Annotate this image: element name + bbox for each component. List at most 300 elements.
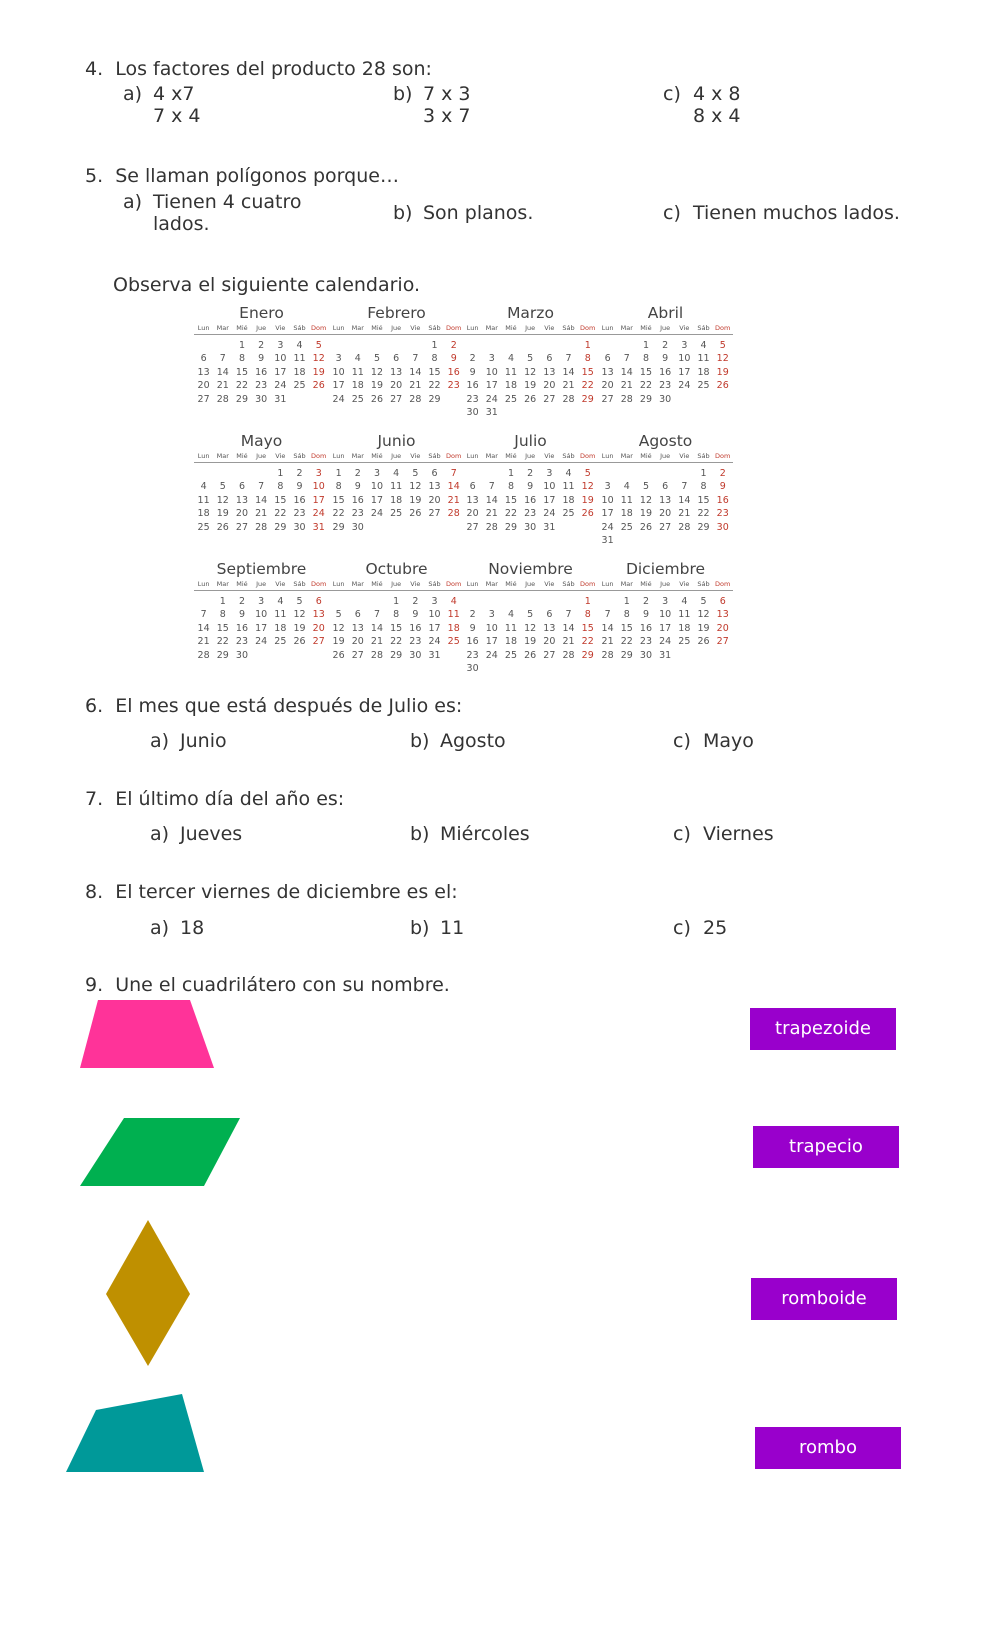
- calendar-day: 14: [447, 481, 460, 493]
- calendar-month: [329, 559, 464, 662]
- calendar-day-headers: [194, 323, 329, 335]
- calendar-empty-cell: [329, 339, 348, 352]
- calendar-month: [463, 431, 598, 534]
- calendar-month: [598, 559, 733, 662]
- calendar-day: 31: [601, 534, 614, 546]
- calendar-day: 4: [354, 353, 361, 365]
- calendar-day: 18: [293, 366, 306, 378]
- calendar-day-header: Sáb: [428, 452, 441, 460]
- calendar-day-header: Lun: [197, 324, 210, 332]
- calendar-day: 12: [332, 622, 345, 634]
- calendar-day: 9: [469, 366, 476, 378]
- calendar-day: 7: [373, 609, 380, 621]
- calendar-day-header: Vie: [679, 580, 690, 588]
- calendar-day: 31: [274, 393, 287, 405]
- calendar-empty-cell: [406, 339, 425, 352]
- calendar-month-name: Abril: [647, 304, 684, 322]
- calendar-day-header: Vie: [275, 324, 286, 332]
- calendar-day: 10: [332, 366, 345, 378]
- calendar-day: 12: [716, 353, 729, 365]
- calendar-day: 15: [620, 622, 633, 634]
- q8-option-a[interactable]: a) 18: [150, 917, 205, 939]
- calendar-day-header: Jue: [660, 324, 671, 332]
- calendar-day: 15: [581, 622, 594, 634]
- calendar-day: 2: [238, 596, 245, 607]
- calendar-day: 26: [312, 380, 325, 392]
- calendar-day-header: Lun: [197, 452, 210, 460]
- calendar-day: 4: [681, 596, 688, 607]
- calendar-day-header: Vie: [410, 452, 421, 460]
- calendar-month: [329, 303, 464, 406]
- calendar-day: 12: [409, 481, 422, 493]
- calendar-day-grid: [598, 339, 733, 406]
- calendar-day: 25: [390, 508, 403, 520]
- q6-option-a[interactable]: a) Junio: [150, 730, 227, 752]
- q8-option-b[interactable]: b) 11: [410, 917, 465, 939]
- calendar-day-header: Lun: [601, 324, 614, 332]
- calendar-day: 26: [332, 649, 345, 661]
- calendar-day: 13: [428, 481, 441, 493]
- q5-option-a[interactable]: a) Tienen 4 cuatro lados.: [123, 191, 302, 235]
- calendar-day: 10: [485, 622, 498, 634]
- calendar-day: 24: [659, 636, 672, 648]
- calendar-month-name: Marzo: [507, 304, 554, 322]
- calendar-month: [463, 303, 598, 419]
- label-trapezoide[interactable]: trapezoide: [750, 1008, 896, 1050]
- calendar-day-header: Mar: [351, 324, 364, 332]
- calendar-day: 22: [697, 508, 710, 520]
- calendar-day: 7: [565, 609, 572, 621]
- calendar-day: 28: [447, 508, 460, 520]
- calendar-day-header: Mié: [371, 452, 383, 460]
- calendar-day: 7: [450, 468, 457, 479]
- calendar-day: 8: [584, 609, 591, 621]
- calendar-day: 12: [697, 609, 710, 621]
- calendar-day-header: Lun: [332, 452, 345, 460]
- calendar-day-header: Mié: [236, 452, 248, 460]
- calendar: [197, 304, 760, 710]
- calendar-day: 6: [393, 353, 400, 365]
- calendar-day: 20: [601, 380, 614, 392]
- calendar-day-grid: [194, 467, 329, 534]
- calendar-day: 9: [258, 353, 265, 365]
- calendar-day: 26: [216, 521, 229, 533]
- calendar-day-header: Lun: [466, 324, 479, 332]
- calendar-day: 11: [678, 609, 691, 621]
- calendar-day: 3: [335, 353, 342, 365]
- calendar-day: 15: [390, 622, 403, 634]
- calendar-day: 12: [370, 366, 384, 378]
- calendar-day: 1: [335, 468, 342, 479]
- calendar-day: 16: [524, 494, 537, 506]
- gold-rhombus-polygon: [106, 1220, 190, 1366]
- calendar-day-header: Lun: [332, 580, 345, 588]
- calendar-day: 11: [447, 609, 460, 621]
- calendar-day: 20: [716, 622, 729, 634]
- calendar-day: 28: [678, 521, 691, 533]
- calendar-day-header: Jue: [391, 324, 402, 332]
- calendar-day: 1: [219, 596, 226, 607]
- calendar-day: 14: [562, 622, 575, 634]
- calendar-day: 15: [504, 494, 518, 506]
- calendar-day-header: Jue: [256, 580, 267, 588]
- calendar-day: 10: [274, 353, 287, 365]
- calendar-day: 13: [543, 622, 556, 634]
- calendar-day: 24: [428, 636, 441, 648]
- calendar-day: 19: [216, 508, 229, 520]
- calendar-day: 17: [543, 494, 556, 506]
- calendar-day-header: Vie: [410, 324, 421, 332]
- calendar-day: 24: [312, 508, 325, 520]
- q5-option-c[interactable]: c) Tienen muchos lados.: [663, 202, 900, 224]
- calendar-day: 8: [277, 481, 284, 493]
- q5-option-b[interactable]: b) Son planos.: [393, 202, 534, 224]
- q6-option-b[interactable]: b) Agosto: [410, 730, 506, 752]
- q5-title: [85, 165, 399, 187]
- romboide-shape[interactable]: [80, 1118, 242, 1188]
- calendar-day-header: Jue: [660, 580, 671, 588]
- calendar-day: 7: [681, 481, 688, 493]
- q7-number: 7.: [85, 788, 104, 810]
- calendar-day-header: Sáb: [697, 324, 710, 332]
- calendar-day: 27: [312, 636, 325, 648]
- calendar-day: 30: [351, 521, 364, 533]
- calendar-day: 26: [370, 393, 384, 405]
- calendar-day: 1: [584, 340, 591, 351]
- calendar-day-grid: [463, 595, 598, 675]
- calendar-day-header: Dom: [446, 324, 462, 332]
- calendar-day: 25: [504, 393, 518, 405]
- calendar-day: 18: [197, 508, 210, 520]
- calendar-empty-cell: [521, 339, 540, 352]
- calendar-day-header: Mar: [216, 580, 229, 588]
- calendar-day: 11: [504, 622, 518, 634]
- calendar-day: 1: [277, 468, 284, 479]
- calendar-day: 19: [312, 366, 325, 378]
- calendar-day: 8: [584, 353, 591, 365]
- calendar-day: 10: [255, 609, 268, 621]
- calendar-day: 8: [642, 353, 649, 365]
- calendar-day: 19: [524, 636, 537, 648]
- calendar-empty-cell: [213, 467, 232, 480]
- calendar-day-headers: [463, 451, 598, 463]
- calendar-day: 12: [639, 494, 653, 506]
- calendar-day: 1: [700, 468, 707, 479]
- calendar-day: 22: [216, 636, 229, 648]
- calendar-day-grid: [194, 595, 329, 662]
- calendar-day-header: Mié: [505, 324, 517, 332]
- calendar-day: 10: [370, 481, 384, 493]
- calendar-day: 18: [504, 636, 518, 648]
- calendar-day-header: Mar: [351, 580, 364, 588]
- calendar-empty-cell: [656, 467, 675, 480]
- calendar-day: 11: [504, 366, 518, 378]
- calendar-day: 27: [543, 393, 556, 405]
- calendar-day: 20: [351, 636, 364, 648]
- calendar-day-header: Mar: [620, 580, 633, 588]
- calendar-day: 23: [409, 636, 422, 648]
- calendar-day: 20: [428, 494, 441, 506]
- calendar-day-header: Dom: [715, 324, 731, 332]
- calendar-day: 13: [601, 366, 614, 378]
- calendar-month-name: Mayo: [240, 432, 283, 450]
- calendar-day: 14: [485, 494, 498, 506]
- calendar-day: 20: [466, 508, 479, 520]
- q9-text: Une el cuadrilátero con su nombre.: [115, 974, 450, 996]
- calendar-day-headers: [463, 579, 598, 591]
- calendar-day: 17: [485, 636, 498, 648]
- calendar-day: 13: [197, 366, 210, 378]
- calendar-day: 14: [370, 622, 384, 634]
- calendar-day: 30: [235, 649, 249, 661]
- calendar-day: 25: [620, 521, 633, 533]
- calendar-day: 27: [543, 649, 556, 661]
- calendar-month: [598, 431, 733, 547]
- calendar-day: 23: [639, 636, 653, 648]
- calendar-day: 1: [393, 596, 400, 607]
- label-rombo[interactable]: rombo: [755, 1427, 901, 1469]
- calendar-day-header: Mié: [640, 324, 652, 332]
- calendar-day: 12: [312, 353, 325, 365]
- rombo-shape[interactable]: [106, 1220, 192, 1368]
- calendar-day: 5: [335, 609, 342, 621]
- calendar-day: 27: [428, 508, 441, 520]
- calendar-day: 18: [697, 366, 710, 378]
- calendar-day: 30: [716, 521, 729, 533]
- calendar-day-header: Vie: [544, 452, 555, 460]
- q6-option-c[interactable]: c) Mayo: [673, 730, 754, 752]
- calendar-day: 21: [197, 636, 210, 648]
- calendar-empty-cell: [482, 467, 501, 480]
- calendar-month: [194, 431, 329, 534]
- q4-title: [85, 58, 432, 80]
- calendar-empty-cell: [387, 339, 406, 352]
- calendar-day: 19: [370, 380, 384, 392]
- calendar-day: 16: [466, 380, 479, 392]
- calendar-day-header: Mié: [371, 324, 383, 332]
- calendar-day-header: Lun: [332, 324, 345, 332]
- calendar-day: 10: [601, 494, 614, 506]
- calendar-day: 13: [312, 609, 325, 621]
- calendar-day: 28: [197, 649, 210, 661]
- calendar-day: 30: [255, 393, 268, 405]
- calendar-day: 14: [197, 622, 210, 634]
- calendar-day: 23: [255, 380, 268, 392]
- calendar-day: 13: [466, 494, 479, 506]
- calendar-day: 21: [562, 636, 575, 648]
- calendar-day: 20: [235, 508, 249, 520]
- trapezoide-shape[interactable]: [66, 1394, 206, 1474]
- calendar-day: 12: [524, 366, 537, 378]
- calendar-day: 31: [543, 521, 556, 533]
- calendar-day: 15: [639, 366, 653, 378]
- calendar-day: 1: [584, 596, 591, 607]
- calendar-day: 25: [447, 636, 460, 648]
- q4-option-a[interactable]: a) 4 x7 7 x 4: [123, 83, 201, 127]
- calendar-day: 9: [450, 353, 457, 365]
- q4-option-b[interactable]: b) 7 x 3 3 x 7: [393, 83, 471, 127]
- q8-number: 8.: [85, 881, 104, 903]
- label-romboide[interactable]: romboide: [751, 1278, 897, 1320]
- trapecio-shape[interactable]: [78, 1000, 218, 1070]
- calendar-day: 3: [258, 596, 265, 607]
- calendar-day: 21: [620, 380, 633, 392]
- calendar-day: 21: [370, 636, 384, 648]
- calendar-empty-cell: [348, 595, 367, 608]
- calendar-day: 5: [412, 468, 419, 479]
- calendar-day: 11: [351, 366, 364, 378]
- calendar-day: 18: [504, 380, 518, 392]
- calendar-day: 26: [524, 649, 537, 661]
- calendar-day: 17: [678, 366, 691, 378]
- calendar-day: 30: [466, 662, 479, 674]
- calendar-day: 6: [431, 468, 438, 479]
- calendar-day: 24: [332, 393, 345, 405]
- calendar-day: 12: [524, 622, 537, 634]
- calendar-day: 21: [485, 508, 498, 520]
- calendar-day: 27: [351, 649, 364, 661]
- calendar-day-header: Lun: [466, 452, 479, 460]
- calendar-day: 24: [370, 508, 384, 520]
- calendar-day: 17: [428, 622, 441, 634]
- calendar-day-header: Mar: [485, 580, 498, 588]
- calendar-day-header: Mar: [620, 324, 633, 332]
- calendar-day-header: Sáb: [562, 324, 575, 332]
- q7-option-b[interactable]: b) Miércoles: [410, 823, 530, 845]
- calendar-day: 26: [639, 521, 653, 533]
- calendar-day-header: Mar: [620, 452, 633, 460]
- q7-option-c[interactable]: c) Viernes: [673, 823, 774, 845]
- calendar-day: 13: [390, 366, 403, 378]
- calendar-day: 15: [216, 622, 229, 634]
- calendar-day: 9: [412, 609, 419, 621]
- calendar-day: 3: [662, 596, 669, 607]
- calendar-day: 23: [466, 649, 479, 661]
- calendar-day-header: Dom: [446, 452, 462, 460]
- calendar-day: 9: [296, 481, 303, 493]
- calendar-day: 1: [431, 340, 438, 351]
- calendar-day: 9: [238, 609, 245, 621]
- calendar-day: 5: [719, 340, 726, 351]
- calendar-day-headers: [598, 579, 733, 591]
- calendar-day: 21: [678, 508, 691, 520]
- calendar-day: 5: [642, 481, 649, 493]
- q4-option-c[interactable]: c) 4 x 8 8 x 4: [663, 83, 741, 127]
- calendar-day: 26: [409, 508, 422, 520]
- calendar-day: 8: [393, 609, 400, 621]
- calendar-day-header: Mié: [640, 452, 652, 460]
- calendar-empty-cell: [367, 339, 386, 352]
- calendar-day: 5: [527, 353, 534, 365]
- calendar-day: 6: [662, 481, 669, 493]
- calendar-day: 7: [565, 353, 572, 365]
- calendar-day-header: Dom: [311, 324, 327, 332]
- calendar-day: 19: [697, 622, 710, 634]
- calendar-day: 31: [428, 649, 441, 661]
- calendar-day: 5: [373, 353, 380, 365]
- calendar-day: 18: [678, 622, 691, 634]
- calendar-day: 23: [659, 380, 672, 392]
- calendar-day: 10: [312, 481, 325, 493]
- calendar-day: 6: [354, 609, 361, 621]
- calendar-day: 14: [601, 622, 614, 634]
- calendar-day: 16: [409, 622, 422, 634]
- calendar-month: [329, 431, 464, 534]
- q7-title: [85, 788, 344, 810]
- calendar-day: 28: [562, 649, 575, 661]
- calendar-day: 30: [639, 649, 653, 661]
- calendar-day: 8: [507, 481, 514, 493]
- calendar-day: 8: [238, 353, 245, 365]
- calendar-day: 2: [354, 468, 361, 479]
- q5-number: 5.: [85, 165, 104, 187]
- calendar-day: 2: [412, 596, 419, 607]
- calendar-day: 31: [485, 406, 498, 418]
- calendar-day: 21: [562, 380, 575, 392]
- calendar-day: 2: [469, 353, 476, 365]
- calendar-day: 29: [581, 393, 594, 405]
- calendar-empty-cell: [329, 595, 348, 608]
- calendar-day: 21: [409, 380, 422, 392]
- calendar-day: 5: [700, 596, 707, 607]
- calendar-day: 27: [716, 636, 729, 648]
- calendar-day: 29: [639, 393, 653, 405]
- q6-text: El mes que está después de Julio es:: [115, 695, 463, 717]
- calendar-day: 15: [235, 366, 249, 378]
- calendar-day: 28: [601, 649, 614, 661]
- calendar-day: 22: [639, 380, 653, 392]
- calendar-day: 26: [697, 636, 710, 648]
- calendar-day-header: Mié: [505, 580, 517, 588]
- calendar-day: 22: [620, 636, 633, 648]
- calendar-day: 19: [409, 494, 422, 506]
- calendar-day-header: Sáb: [293, 324, 306, 332]
- calendar-day: 9: [354, 481, 361, 493]
- calendar-day-header: Lun: [601, 452, 614, 460]
- calendar-day-header: Dom: [580, 580, 596, 588]
- calendar-day-header: Jue: [391, 452, 402, 460]
- calendar-day: 4: [393, 468, 400, 479]
- calendar-day-header: Mar: [216, 452, 229, 460]
- calendar-empty-cell: [617, 339, 636, 352]
- calendar-day: 17: [601, 508, 614, 520]
- q7-option-a[interactable]: a) Jueves: [150, 823, 243, 845]
- calendar-day: 31: [312, 521, 325, 533]
- calendar-day: 17: [312, 494, 325, 506]
- calendar-day-headers: [194, 451, 329, 463]
- q5-text: Se llaman polígonos porque…: [115, 165, 399, 187]
- calendar-day-header: Dom: [311, 452, 327, 460]
- calendar-day: 14: [620, 366, 633, 378]
- calendar-day: 27: [466, 521, 479, 533]
- calendar-day: 22: [504, 508, 518, 520]
- calendar-day: 29: [428, 393, 441, 405]
- calendar-month-name: Junio: [377, 432, 416, 450]
- label-trapecio[interactable]: trapecio: [753, 1126, 899, 1168]
- calendar-day: 20: [543, 380, 556, 392]
- q8-option-c[interactable]: c) 25: [673, 917, 728, 939]
- calendar-day: 20: [390, 380, 403, 392]
- calendar-day: 9: [469, 622, 476, 634]
- calendar-month-name: Febrero: [367, 304, 426, 322]
- calendar-day: 29: [390, 649, 403, 661]
- calendar-day: 19: [293, 622, 306, 634]
- calendar-month-name: Enero: [239, 304, 284, 322]
- calendar-day: 20: [659, 508, 672, 520]
- calendar-day: 2: [662, 340, 669, 351]
- calendar-day: 20: [312, 622, 325, 634]
- calendar-day: 7: [219, 353, 226, 365]
